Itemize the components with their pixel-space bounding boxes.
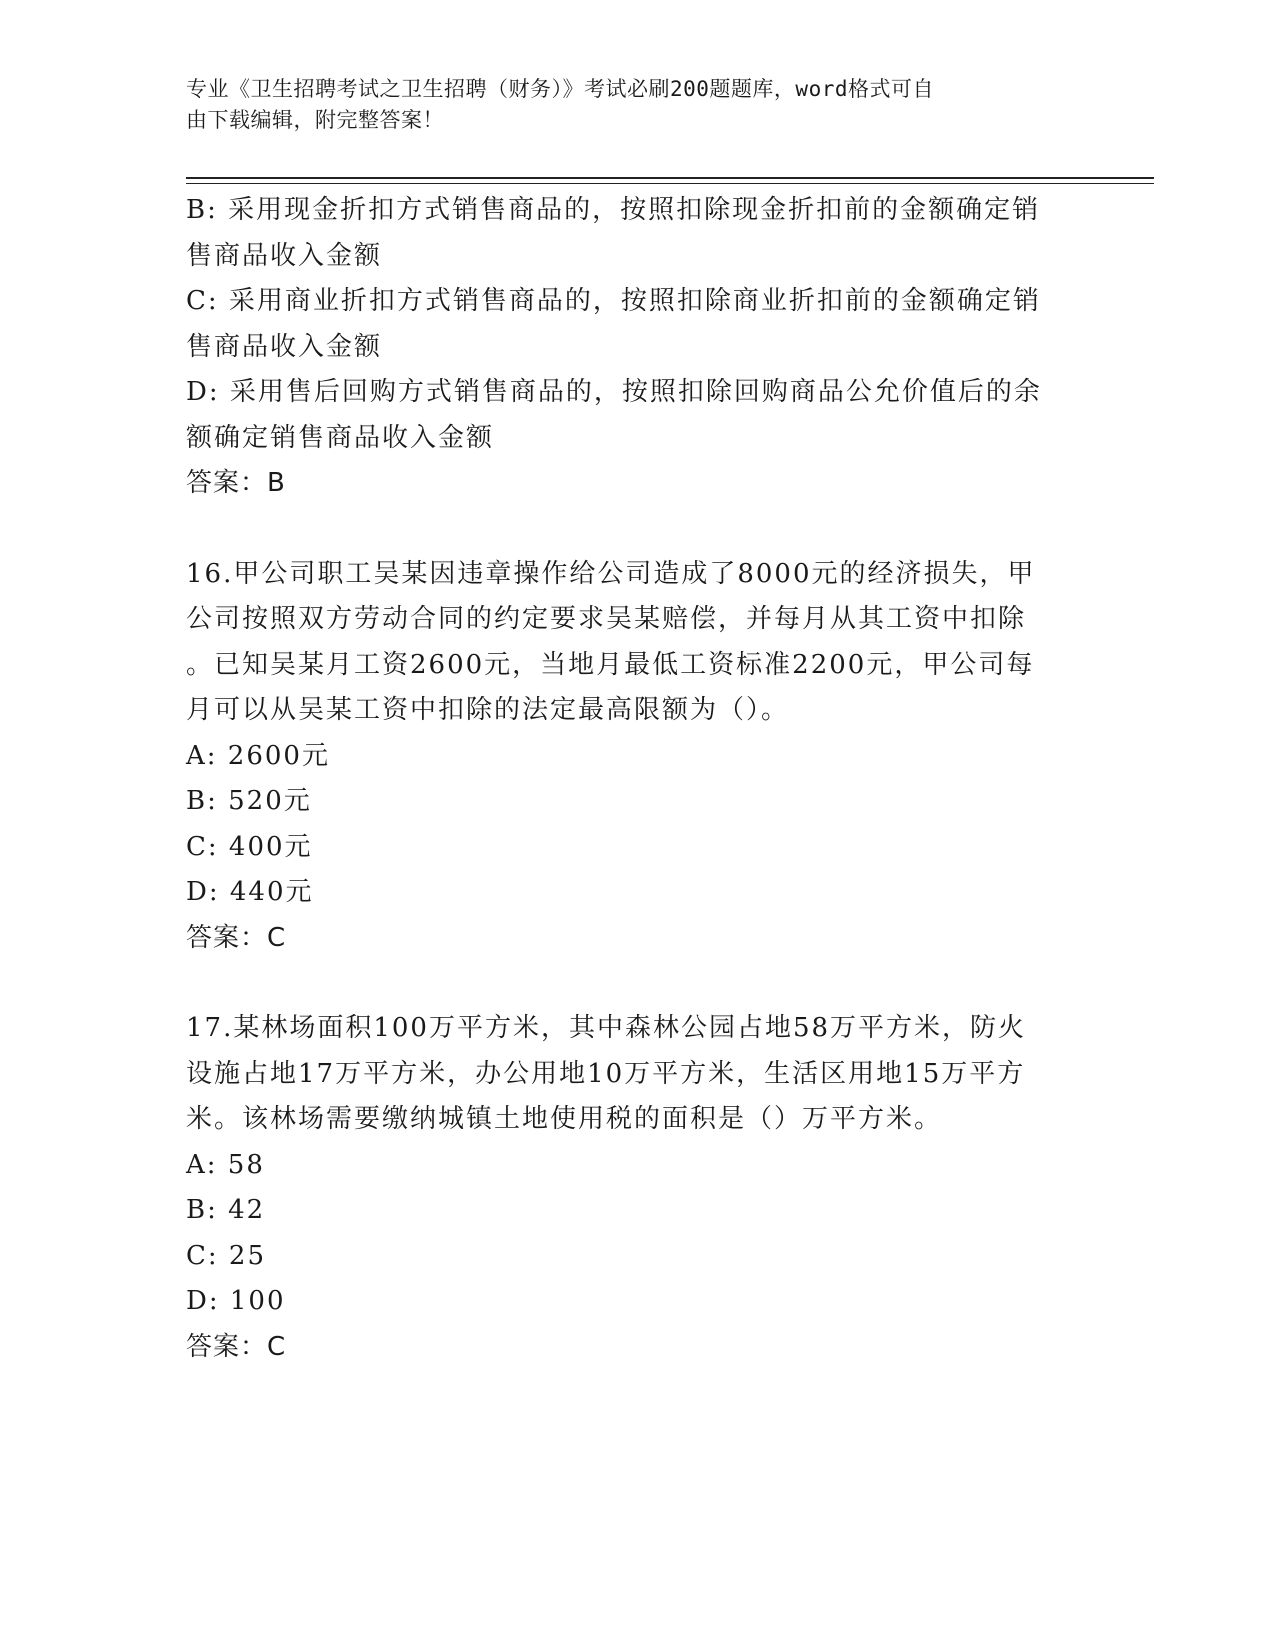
option-c-line-1: C: 采用商业折扣方式销售商品的，按照扣除商业折扣前的金额确定销	[186, 286, 1041, 316]
question-gap	[186, 961, 1086, 1006]
question-16-option-d: D: 440元	[186, 877, 314, 907]
option-c-line-2: 售商品收入金额	[186, 331, 383, 362]
answer-15: 答案：B	[186, 468, 286, 498]
question-17-stem-line-3: 米。该林场需要缴纳城镇土地使用税的面积是（）万平方米。	[186, 1104, 943, 1134]
answer-17: 答案：C	[186, 1331, 287, 1362]
question-17-option-c: C: 25	[186, 1240, 267, 1271]
question-17-option-d: D: 100	[186, 1286, 286, 1316]
question-16	[186, 552, 1086, 962]
header-line-2: 由下载编辑，附完整答案！	[186, 108, 444, 132]
question-16-option-c: C: 400元	[186, 831, 313, 862]
question-16-stem-line-4: 月可以从吴某工资中扣除的法定最高限额为（）。	[186, 695, 790, 725]
option-d-line-2: 额确定销售商品收入金额	[186, 422, 495, 453]
question-16-stem-line-3: 。已知吴某月工资2600元，当地月最低工资标准2200元，甲公司每	[186, 649, 1035, 680]
question-16-stem-line-2: 公司按照双方劳动合同的约定要求吴某赔偿，并每月从其工资中扣除	[186, 604, 1027, 634]
header-line-1: 专业《卫生招聘考试之卫生招聘（财务）》考试必刷200题题库，word格式可自	[186, 77, 934, 101]
header-rule-thick	[186, 177, 1154, 179]
question-16-option-a: A: 2600元	[186, 740, 330, 771]
question-17-stem-line-1: 17.某林场面积100万平方米，其中森林公园占地58万平方米，防火	[186, 1013, 1027, 1043]
option-b-line-1: B: 采用现金折扣方式销售商品的，按照扣除现金折扣前的金额确定销	[186, 195, 1041, 225]
document-body	[186, 188, 1086, 1370]
header-rule-thin	[186, 183, 1154, 184]
question-16-option-b: B: 520元	[186, 786, 312, 816]
question-17-option-b: B: 42	[186, 1195, 266, 1225]
option-b-line-2: 售商品收入金额	[186, 240, 383, 271]
option-d-line-1: D: 采用售后回购方式销售商品的，按照扣除回购商品公允价值后的余	[186, 377, 1042, 407]
question-16-stem-line-1: 16.甲公司职工吴某因违章操作给公司造成了8000元的经济损失，甲	[186, 558, 1036, 589]
question-15-continuation	[186, 188, 1086, 507]
question-gap	[186, 507, 1086, 552]
answer-16: 答案：C	[186, 922, 287, 953]
document-header	[186, 74, 1066, 136]
question-17-stem-line-2: 设施占地17万平方米，办公用地10万平方米，生活区用地15万平方	[186, 1058, 1026, 1089]
question-17-option-a: A: 58	[186, 1149, 265, 1180]
question-17	[186, 1006, 1086, 1370]
